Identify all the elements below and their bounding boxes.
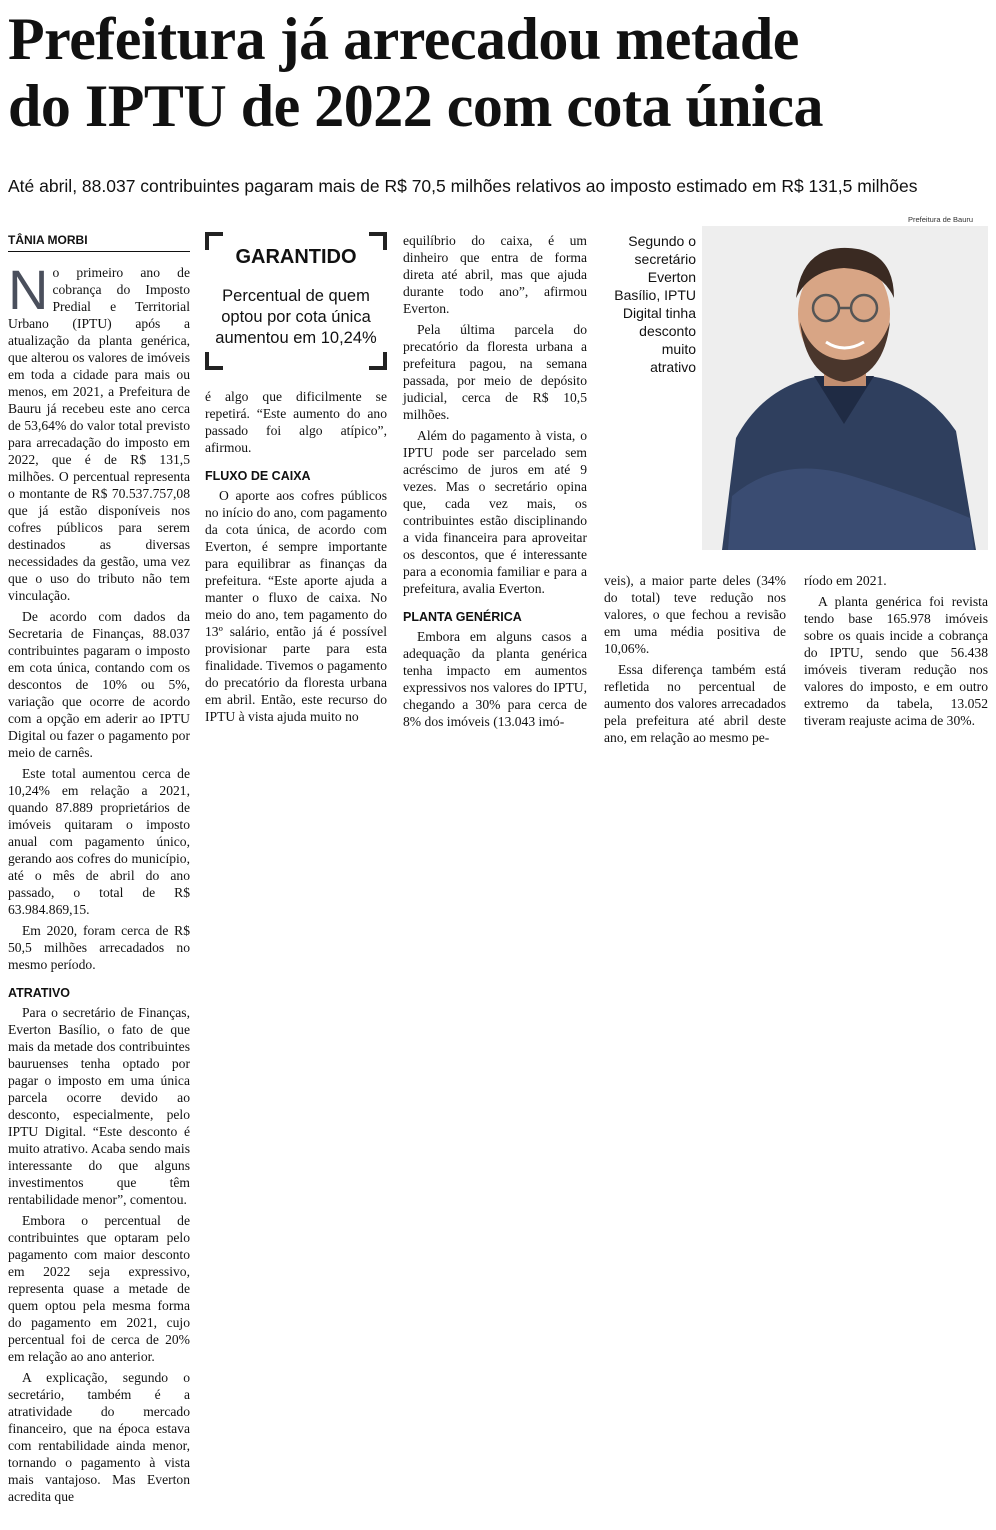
portrait-photo [702,226,988,550]
paragraph: De acordo com dados da Secretaria de Finanças, 88.037 contribuintes pagaram o imposto em cota única, contando com os descontos de 10% ou 5%, variação que ocorre de acordo com a opção em aderir ao IPTU Digital ou fazer o pagamento por meio de carnês. [8,609,190,760]
paragraph: ríodo em 2021. [804,573,887,588]
paragraph: No primeiro ano de cobrança do Imposto Predial e Territorial Urbano (IPTU) após a atualização da planta genérica, que alterou os valores de imóveis em toda a cidade para mais ou menos, em 2021, a Prefeitura de Bauru já recebeu este ano cerca de 53,64% do valor total previsto para arrecadação do imposto em 2022, que é de R$ 131,5 milhões. O percentual representa o montante de R$ 70.537.757,08 que já estão disponíveis nos cofres públicos para serem destinados as diversas necessidades da gestão, uma vez que o uso do tributo não tem vinculação. [8,258,190,603]
drop-cap: N [8,258,49,321]
paragraph: Pela última parcela do precatório da floresta urbana a prefeitura pagou, na semana passada, por meio de depósito judicial, cerca de R$ 10,5 milhões. [403,322,587,422]
paragraph: é algo que dificilmente se repetirá. “Este aumento do ano passado foi algo atípico”, afirmou. [205,389,387,455]
article-column-5 [804,572,988,733]
paragraph: Embora em alguns casos a adequação da planta genérica tenha impacto em aumentos expressivos nos valores do IPTU, chegando a 30% para cerca de 8% dos imóveis (13.043 imó- [403,629,587,729]
pull-quote-box [205,232,387,370]
paragraph: veis), a maior parte deles (34% do total) teve redução nos valores, o que fechou a revisão em uma média positiva de 10,06%. [604,573,786,656]
section-heading-planta-generica: PLANTA GENÉRICA [403,610,522,624]
article-column-1 [8,232,190,1509]
pull-quote-title: GARANTIDO [235,246,357,268]
paragraph: O aporte aos cofres públicos no início do ano, com pagamento da cota única, de acordo com Everton, é sempre importante para equilibrar as finanças da prefeitura. “Este aporte ajuda a manter o fluxo de caixa. No meio do ano, tem pagamento do 13º salário, então já é possível provisionar parte para esta finalidade. Tivemos o pagamento do precatório da floresta urbana em abril. Então, este recurso do IPTU à vista ajuda muito no [205,488,387,724]
headline-line-2: do IPTU de 2022 com cota única [8,73,823,139]
paragraph: equilíbrio do caixa, é um dinheiro que entra de forma direta até abril, mas que ajuda durante todo ano”, afirmou Everton. [403,233,587,316]
paragraph: Para o secretário de Finanças, Everton Basílio, o fato de que mais da metade dos contribuintes bauruenses tenha optado por pagar o imposto em uma única parcela ocorre devido ao desconto, especialmente, pelo IPTU Digital. “Este desconto é muito atrativo. Acaba sendo mais interessante do que alguns investimentos que têm rentabilidade menor”, comentou. [8,1005,190,1207]
pull-quote-text: Percentual de quem optou por cota única aumentou em 10,24% [215,287,377,347]
paragraph: Este total aumentou cerca de 10,24% em relação a 2021, quando 87.889 proprietários de imóveis quitaram o imposto anual com pagamento único, gerando aos cofres do município, até o mês de abril do ano passado, o total de R$ 63.984.869,15. [8,766,190,917]
paragraph: Embora o percentual de contribuintes que optaram pelo pagamento com maior desconto em 2022 seja expressivo, representa quase a metade de quem optou pela mesma forma do pagamento em 2021, cujo percentual foi de cerca de 20% em relação ao ano anterior. [8,1213,190,1364]
paragraph: Além do pagamento à vista, o IPTU pode ser parcelado sem acréscimo de juros em até 9 vezes. Mas o secretário opina que, cada vez mais, os contribuintes estão disciplinando a vida financeira para aproveitar os descontos, que é interessante para a economia familiar e para a prefeitura, avalia Everton. [403,428,587,596]
paragraph: A planta genérica foi revista tendo base 165.978 imóveis sobre os quais incide a cobrança do IPTU, sendo que 56.438 imóveis tiveram redução nos valores do imposto, e em outro extremo da tabela, 13.052 tiveram reajuste acima de 30%. [804,594,988,728]
section-heading-atrativo: ATRATIVO [8,986,71,1000]
paragraph: Essa diferença também está refletida no percentual de aumento dos valores arrecadados pela prefeitura até abril deste ano, em relação ao mesmo pe- [604,662,786,745]
section-heading-fluxo-de-caixa: FLUXO DE CAIXA [205,469,311,483]
subheadline: Até abril, 88.037 contribuintes pagaram mais de R$ 70,5 milhões relativos ao imposto estimado em R$ 131,5 milhões [8,176,918,196]
article-column-2 [205,388,387,729]
headline-line-1: Prefeitura já arrecadou metade [8,6,799,72]
byline: TÂNIA MORBI [8,232,190,252]
photo-credit: Prefeitura de Bauru [908,215,974,224]
photo-caption: Segundo o secretário Everton Basílio, IPTU Digital tinha desconto muito atrativo [614,233,696,375]
paragraph: Em 2020, foram cerca de R$ 50,5 milhões arrecadados no mesmo período. [8,923,190,972]
headline [8,6,988,140]
paragraph: A explicação, segundo o secretário, também é a atratividade do mercado financeiro, que na época estava com rentabilidade ainda menor, tornando o pagamento à vista mais vantajoso. Mas Everton acredita que [8,1370,190,1504]
article-column-4 [604,572,786,750]
article-column-3 [403,232,587,734]
